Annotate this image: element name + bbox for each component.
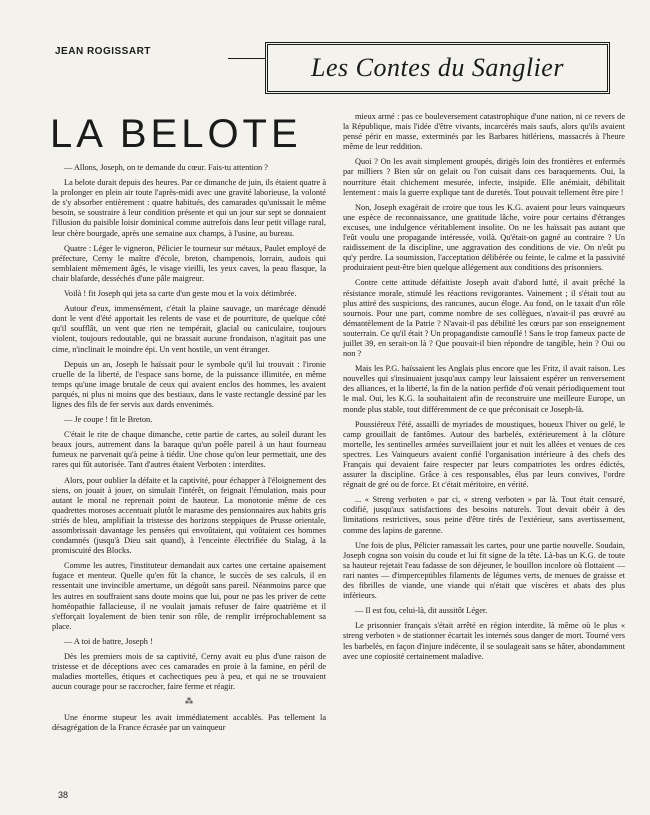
article-title: LA BELOTE [50,112,302,156]
author-name: JEAN ROGISSART [55,46,151,57]
paragraph: — Je coupe ! fit le Breton. [64,415,153,425]
paragraph: Mais les P.G. haïssaient les Anglais plus encore que les Fritz, il avait raison. Les nouvelles qui s'insinuaient jusqu'aux campy leur laissaient espérer un renversement des alliances, et la liberté, la fin de la nation perfide d'où venait périodiquement tout le mal. Oui, les K.G. la souhaitaient afin de reconstruire une meilleure Europe, un monde plus stable, tout différemment de ce que préconisait ce Joseph-là. [343,364,625,414]
paragraph: Comme les autres, l'instituteur demandait aux cartes une certaine apaisement fugace et menteur. Quelle qu'en fût la chance, le succès de ses calculs, il en ressentait une invincible amertume, un dégoût sans pareil. Néanmoins parce que les autres en souffraient sans doute moins que lui, pour ne pas les priver de cette homéopathie fallacieuse, il ne voulait jamais refuser de faire quatrième et il s'efforçait loyalement de bien tenir son rôle, de remplir irréprochablement sa place. [52,561,326,631]
paragraph: Quatre : Léger le vigneron, Pélicier le tourneur sur métaux, Paulet employé de préfecture, Cerny le maître d'école, breton, champenois, lorrain, audois qui semblaient mêmement âgés, le visage vieilli, les yeux caves, la peau flasque, la chair blafarde, desséchés d'une pâle maigreur. [52,243,326,283]
page-number: 38 [58,790,69,800]
paragraph: Contre cette attitude défaitiste Joseph avait d'abord lutté, il avait prêché la résistance morale, stimulé les réactions revigorantes. Vainement ; il s'était tout au plus attiré des suspicions, des rancunes, aucun éloge. Au fond, on le taxait d'un rôle sournois. Pour une part, comme nombre de ses collègues, n'avait-il pas œuvré au démantèlement de la Patrie ? N'avait-il pas débilité les cœurs par son enseignement souterrain. Ce qu'il était ? Un propagandiste camouflé ! Sans le trop fameux pacte de juillet 39, en serait-on là ? Que pouvait-il bien répondre de tangible, hein ? Oui ou non ? [343,278,625,359]
paragraph: Alors, pour oublier la défaite et la captivité, pour échapper à l'éloignement des siens, on jouait à jouer, on simulait l'intérêt, on feignait l'émulation, mais pour autant le moral ne reprenait point de hauteur. La monotonie même de ces quadrettes moroses accentuait plutôt le marasme des pensionnaires aux habits gris striés de bleu, amplifiait la tristesse des horizons steppiques de Prusse orientale, assombrissait davantage les pensées qui envoûtaient, qui voûtaient ces hommes condamnés (jusqu'à Dieu sait quand), à l'enceinte électrifiée du Stalag, à la promiscuité des Blocks. [52,475,326,556]
paragraph: Quoi ? On les avait simplement groupés, dirigés loin des frontières et enfermés par milliers ? Bien sûr on gelait ou l'on cuisait dans ces baraquements. Oui, la nourriture était chichement mesurée, infecte, insipide. Elle anémiait, débilitait lentement : mais la guerre explique tant de duretés. Tout pouvait tellement être pire ! [343,157,625,197]
paragraph: ... « Streng verboten » par ci, « streng verboten » par là. Tout était censuré, codifié, jusqu'aux satisfactions des besoins naturels. Tout devait obéir à des limitations restrictives, sous peine d'être tirés de l'extérieur, sans avertissement, comme des lapins de garenne. [343,495,625,535]
paragraph: C'était le rite de chaque dimanche, cette partie de cartes, au soleil durant les beaux jours, autrement dans la baraque qu'un poêle pareil à un haut fourneau fumeux ne parvenait qu'à peine à tiédir. Une chose qu'on leur permettait, une des rares qui fût autorisée. Tant d'autres étaient Verboten : interdites. [52,430,326,470]
paragraph: Poussiéreux l'été, assailli de myriades de moustiques, boueux l'hiver ou gelé, le camp grouillait de fantômes. Autour des barbelés, extérieurement à la clôture mortelle, les sentinelles armées surveillaient jour et nuit les allées et venues de ces spectres. Les Vainqueurs avaient confié l'organisation intérieure à des chefs des Français qui devaient faire respecter par leurs compatriotes les ordres édictés, assurer la discipline. Grâce à ces responsables, élus par leurs convives, l'ordre régnait de gré ou de force. Et c'était méritoire, en vérité. [343,419,625,490]
paragraph: Non, Joseph exagérait de croire que tous les K.G. avaient pour leurs vainqueurs une espèce de reconnaissance, une gratitude lâche, voire pour certains d'étranges excuses, une indulgence véritablement insolite. On ne les haïssait pas autant que l'eût voulu une propagande intéressée, voilà. Qu'était-on gagné au contraire ? Un raidissement de la discipline, une aggravation des conditions de vie. On n'eût pu qu'y perdre. La soumission, l'acceptation délibérée ou feinte, le calme et la passivité produiraient peut-être bien quelque allégement aux conditions des prisonniers. [343,202,625,273]
paragraph: — Il est fou, celui-là, dit aussitôt Léger. [355,606,488,616]
paragraph: Autour d'eux, immensément, c'était la plaine sauvage, un marécage dénudé dont le vent d'été apportait les relents de vase et de pourriture, de quelque côté qu'il soufflât, un vent que rien ne tempérait, glacial ou caniculaire, toujours violent, toujours redoutable, qui ne brassait aucune frondaison, n'agitait pas une cime, n'inclinait le moindre épi. Un vent hostile, un vent étranger. [52,304,326,354]
paragraph: — Allons, Joseph, on te demande du cœur. Fais-tu attention ? [64,163,268,172]
paragraph: Dès les premiers mois de sa captivité, Cerny avait eu plus d'une raison de tristesse et de déceptions avec ces camarades en proie à la famine, en péril de maladies mortelles, étiques et cachectiques peu à peu, et qui ne se trouvaient aucun courage pour se raccrocher, faire ferme et réagir. [52,652,326,692]
paragraph: Voilà ! fit Joseph qui jeta sa carte d'un geste mou et la voix détimbrée. [64,289,297,299]
right-column [343,112,625,667]
paragraph: Le prisonnier français s'était arrêté en région interdite, là même où le plus « streng verboten » de stationner écartait les internés sous danger de mort. Tourné vers les barbelés, en façon d'injure indécente, il se soulageait sans se hâter, abondamment avec une copiosité certainement maladive. [343,621,625,661]
left-column [52,163,326,738]
paragraph: Une énorme stupeur les avait immédiatement accablés. Pas tellement la désagrégation de la France écrasée par un vainqueur [52,712,326,732]
paragraph: — A toi de battre, Joseph ! [64,636,153,646]
paragraph: mieux armé : pas ce bouleversement catastrophique d'une nation, ni ce revers de la République, mais l'idée d'être vivants, incarcérés mais saufs, alors qu'ils avaient pensé périr en masse, exterminés par les Barbares hitlériens, massacrés à l'heure même de leur reddition. [343,112,625,152]
series-title-box [265,42,610,94]
section-separator: ⁂ [184,697,194,707]
paragraph: Une fois de plus, Pélicier ramassait les cartes, pour une partie nouvelle. Soudain, Joseph cogna son voisin du coude et lui fit signe de la tête. Là-bas un K.G. de toute sa hauteur rejetait l'eau fadasse de son déjeuner, le bouillon incolore où flottaient — rari nantes — d'imperceptibles filaments de légumes verts, de menues de graisse et des fibrilles de viande, une viande qui n'était que viscères et abats des plus inférieurs. [343,540,625,601]
series-title: Les Contes du Sanglier [311,53,564,82]
header-rule [228,58,266,59]
paragraph: La belote durait depuis des heures. Par ce dimanche de juin, ils étaient quatre à la prolonger en plein air toute l'après-midi avec une gravité laborieuse, la volonté de s'y absorber entièrement : quatre habitués, des camarades qu'unissait le même besoin, se soustraire à leur condition présente et qui un jour sur sept se donnaient l'illusion du paisible loisir dominical comme autrefois dans leur petit village rural, leur chère bourgade, après une semaine aux champs, à l'usine, au bureau. [52,178,326,238]
paragraph: Depuis un an, Joseph le haïssait pour le symbole qu'il lui trouvait : l'ironie cruelle de la liberté, de l'espace sans borne, de la puissance illimitée, en même temps qu'une image brutale de ceux qui avaient enclos des hommes, les avaient parqués, ni plus ni moins que des bestiaux, dans le vaste rectangle dessiné par les lignes des fils de fer servis aux dards envenimés. [52,359,326,409]
